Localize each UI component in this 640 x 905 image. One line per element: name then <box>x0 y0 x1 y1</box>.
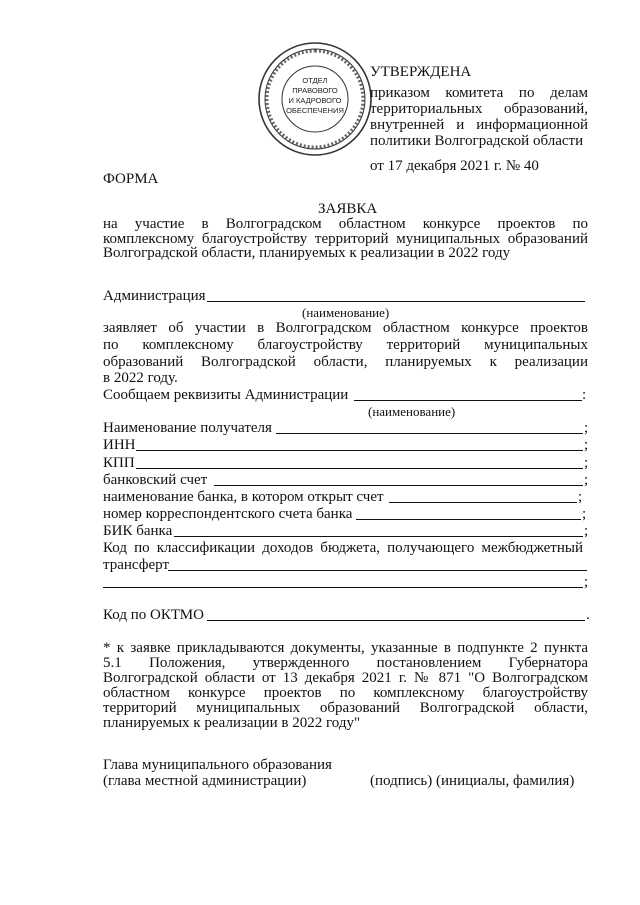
stamp-text-3: И КАДРОВОГО <box>288 96 342 105</box>
oktmo-input-line[interactable] <box>207 620 585 621</box>
corr-account-input-line[interactable] <box>356 519 581 520</box>
account-label: банковский счет <box>103 472 208 488</box>
declares-line-2: по комплексному благоустройству территорий муниципальных <box>103 337 588 353</box>
oktmo-label: Код по ОКТМО <box>103 607 204 623</box>
requisites-label: Сообщаем реквизиты Администрации <box>103 387 349 403</box>
footnote-line-2: 5.1 Положения, утвержденного постановлением Губернатора <box>103 655 588 671</box>
forma-label: ФОРМА <box>103 171 159 187</box>
bik-input-line[interactable] <box>174 536 583 537</box>
stamp-text-1: ОТДЕЛ <box>302 76 328 85</box>
stamp-text-2: ПРАВОВОГО <box>292 86 338 95</box>
transfer-semicolon: ; <box>584 574 589 590</box>
declares-line-1: заявляет об участии в Волгоградском областном конкурсе проектов <box>103 320 588 336</box>
transfer-label: трансферт <box>103 557 169 573</box>
admin-label: Администрация <box>103 288 206 304</box>
signature-subtitle: (глава местной администрации) <box>103 773 307 789</box>
bik-label: БИК банка <box>103 523 173 539</box>
transfer-input-line-1[interactable] <box>168 570 587 571</box>
official-stamp <box>256 40 374 158</box>
admin-caption: (наименование) <box>302 305 390 320</box>
bik-semicolon: ; <box>584 523 589 539</box>
approval-line-3: внутренней и информационной <box>370 117 588 133</box>
approval-title: УТВЕРЖДЕНА <box>370 64 472 80</box>
stamp-text-4: ОБЕСПЕЧЕНИЯ <box>286 106 344 115</box>
footnote-line-5: территорий муниципальных образований Волгоградской области, <box>103 700 588 716</box>
oktmo-period: . <box>586 607 590 623</box>
signature-title: Глава муниципального образования <box>103 757 332 773</box>
approval-line-4: политики Волгоградской области <box>370 133 584 149</box>
approval-line-1: приказом комитета по делам <box>370 85 588 101</box>
kpp-semicolon: ; <box>584 455 589 471</box>
bank-name-label: наименование банка, в котором открыт счет <box>103 489 384 505</box>
bank-name-semicolon: ; <box>578 489 583 505</box>
requisites-caption: (наименование) <box>368 404 456 419</box>
bank-name-input-line[interactable] <box>389 502 577 503</box>
budget-code-label: Код по классификации доходов бюджета, получающего межбюджетный <box>103 540 583 556</box>
inn-label: ИНН <box>103 437 136 453</box>
declares-line-3: образований Волгоградской области, планируемых к реализации <box>103 354 588 370</box>
heading-line-1: на участие в Волгоградском областном конкурсе проектов по <box>103 216 588 232</box>
footnote-line-6: планируемых к реализации в 2022 году" <box>103 715 361 731</box>
inn-semicolon: ; <box>584 437 589 453</box>
declares-line-4: в 2022 году. <box>103 370 178 386</box>
document-title: ЗАЯВКА <box>318 201 378 217</box>
heading-line-2: комплексному благоустройству территорий муниципальных образований <box>103 231 588 247</box>
admin-name-line[interactable] <box>207 301 585 302</box>
kpp-input-line[interactable] <box>136 468 583 469</box>
approval-line-2: территориальных образований, <box>370 101 588 117</box>
signature-caption: (подпись) (инициалы, фамилия) <box>370 773 575 789</box>
requisites-colon: : <box>582 387 587 403</box>
recipient-semicolon: ; <box>584 420 589 436</box>
transfer-input-line-2[interactable] <box>103 587 583 588</box>
recipient-input-line[interactable] <box>276 433 583 434</box>
footnote-line-3: Волгоградской области от 13 декабря 2021 г. № 871 "О Волгоградском <box>103 670 588 686</box>
account-input-line[interactable] <box>214 485 583 486</box>
kpp-label: КПП <box>103 455 135 471</box>
footnote-line-1: * к заявке прикладываются документы, указанные в подпункте 2 пункта <box>103 640 588 656</box>
footnote-line-4: областном конкурсе проектов по комплексному благоустройству <box>103 685 588 701</box>
corr-account-label: номер корреспондентского счета банка <box>103 506 353 522</box>
corr-account-semicolon: ; <box>582 506 587 522</box>
recipient-label: Наименование получателя <box>103 420 272 436</box>
account-semicolon: ; <box>584 472 589 488</box>
requisites-line[interactable] <box>354 400 582 401</box>
inn-input-line[interactable] <box>136 450 583 451</box>
approval-date: от 17 декабря 2021 г. № 40 <box>370 158 539 174</box>
heading-line-3: Волгоградской области, планируемых к реализации в 2022 году <box>103 245 511 261</box>
